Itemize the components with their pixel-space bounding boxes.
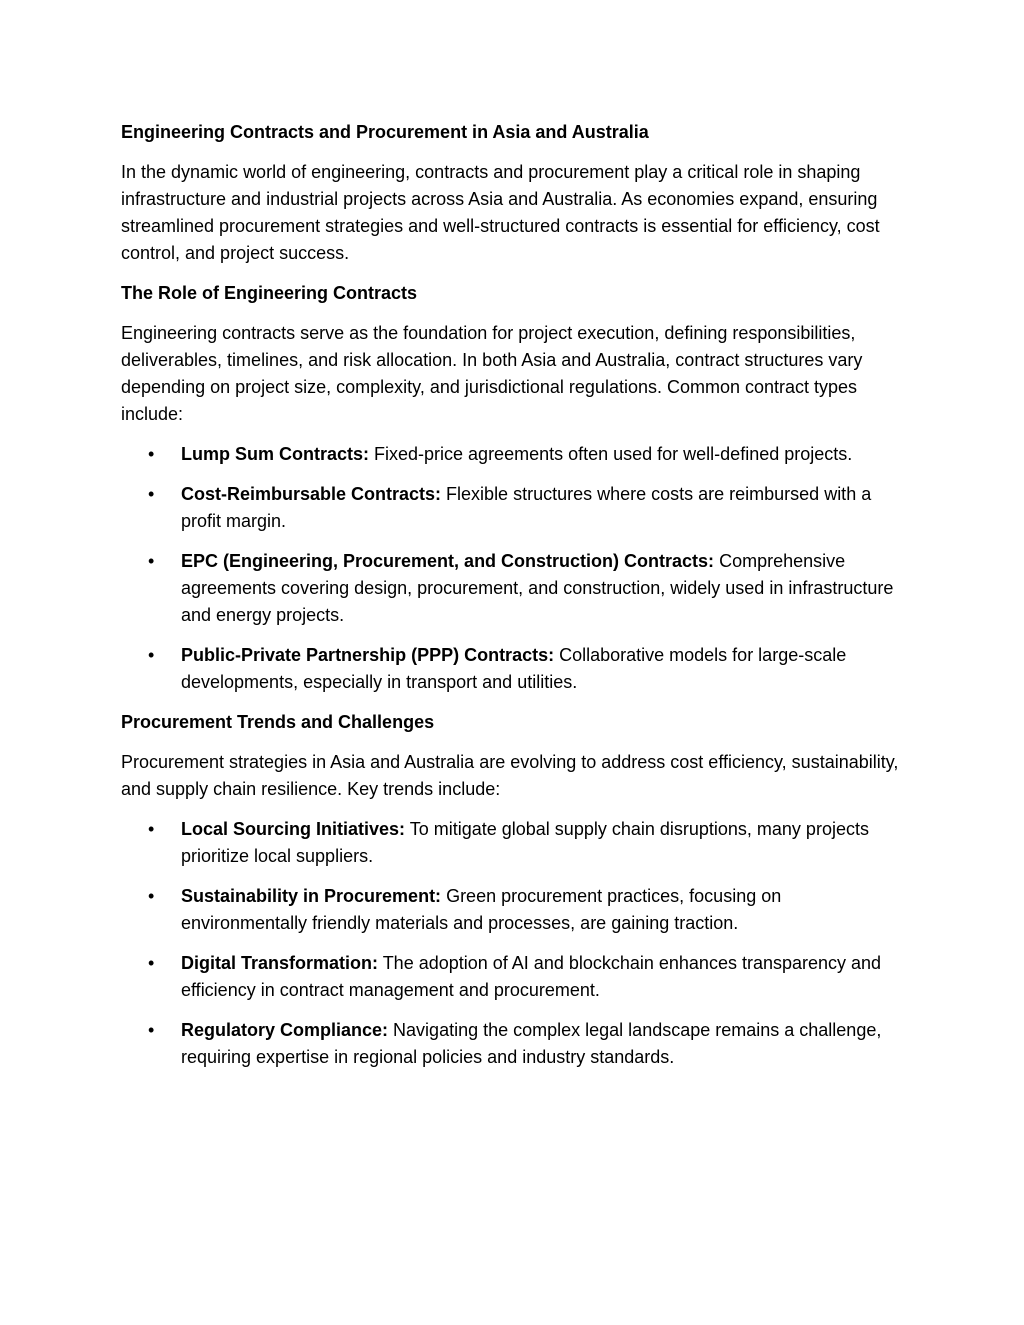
- list-item-term: EPC (Engineering, Procurement, and Construction) Contracts:: [181, 551, 715, 571]
- bullet-icon: •: [148, 819, 155, 839]
- intro-paragraph: In the dynamic world of engineering, contracts and procurement play a critical role in shaping infrastructure and industrial projects across Asia and Australia. As economies expand, ensuring streamlined procurement strategies and well-structured contracts is essential for efficiency, cost control, and project success.: [121, 162, 880, 263]
- section-heading-procurement: Procurement Trends and Challenges: [121, 712, 435, 732]
- bullet-icon: •: [148, 886, 155, 906]
- section-body-contracts: Engineering contracts serve as the foundation for project execution, defining responsibilities, deliverables, timelines, and risk allocation. In both Asia and Australia, contract structures vary depending on project size, complexity, and jurisdictional regulations. Common contract types include:: [121, 323, 863, 424]
- list-item-text: Comprehensive agreements covering design, procurement, and construction, widely used in infrastructure and energy projects.: [181, 551, 894, 625]
- list-item: [121, 1017, 901, 1071]
- list-item: [121, 883, 901, 937]
- document-page: [121, 119, 901, 1084]
- list-item: [121, 441, 901, 468]
- list-item-text: Navigating the complex legal landscape remains a challenge, requiring expertise in regional policies and industry standards.: [181, 1020, 882, 1067]
- section-heading-contracts: The Role of Engineering Contracts: [121, 283, 418, 303]
- list-item-text: Fixed-price agreements often used for well-defined projects.: [369, 444, 853, 464]
- list-item: [121, 481, 901, 535]
- list-item-text: To mitigate global supply chain disruptions, many projects prioritize local suppliers.: [181, 819, 869, 866]
- bullet-icon: •: [148, 953, 155, 973]
- section-body-procurement: Procurement strategies in Asia and Australia are evolving to address cost efficiency, sustainability, and supply chain resilience. Key trends include:: [121, 752, 899, 799]
- bullet-icon: •: [148, 444, 155, 464]
- bullet-icon: •: [148, 551, 155, 571]
- list-item-text: Flexible structures where costs are reimbursed with a profit margin.: [181, 484, 872, 531]
- list-item-term: Public-Private Partnership (PPP) Contracts:: [181, 645, 555, 665]
- document-title: Engineering Contracts and Procurement in Asia and Australia: [121, 122, 649, 142]
- list-item-text: Collaborative models for large-scale developments, especially in transport and utilities.: [181, 645, 847, 692]
- list-item: [121, 816, 901, 870]
- list-item: [121, 950, 901, 1004]
- list-item: [121, 642, 901, 696]
- procurement-trends-list: [121, 816, 901, 1071]
- list-item: [121, 548, 901, 629]
- list-item-text: The adoption of AI and blockchain enhances transparency and efficiency in contract management and procurement.: [181, 953, 882, 1000]
- bullet-icon: •: [148, 645, 155, 665]
- bullet-icon: •: [148, 1020, 155, 1040]
- list-item-term: Regulatory Compliance:: [181, 1020, 389, 1040]
- list-item-term: Cost-Reimbursable Contracts:: [181, 484, 442, 504]
- list-item-term: Sustainability in Procurement:: [181, 886, 442, 906]
- list-item-term: Digital Transformation:: [181, 953, 379, 973]
- list-item-term: Lump Sum Contracts:: [181, 444, 370, 464]
- list-item-text: Green procurement practices, focusing on environmentally friendly materials and processes, are gaining traction.: [181, 886, 782, 933]
- bullet-icon: •: [148, 484, 155, 504]
- list-item-term: Local Sourcing Initiatives:: [181, 819, 406, 839]
- contract-types-list: [121, 441, 901, 696]
